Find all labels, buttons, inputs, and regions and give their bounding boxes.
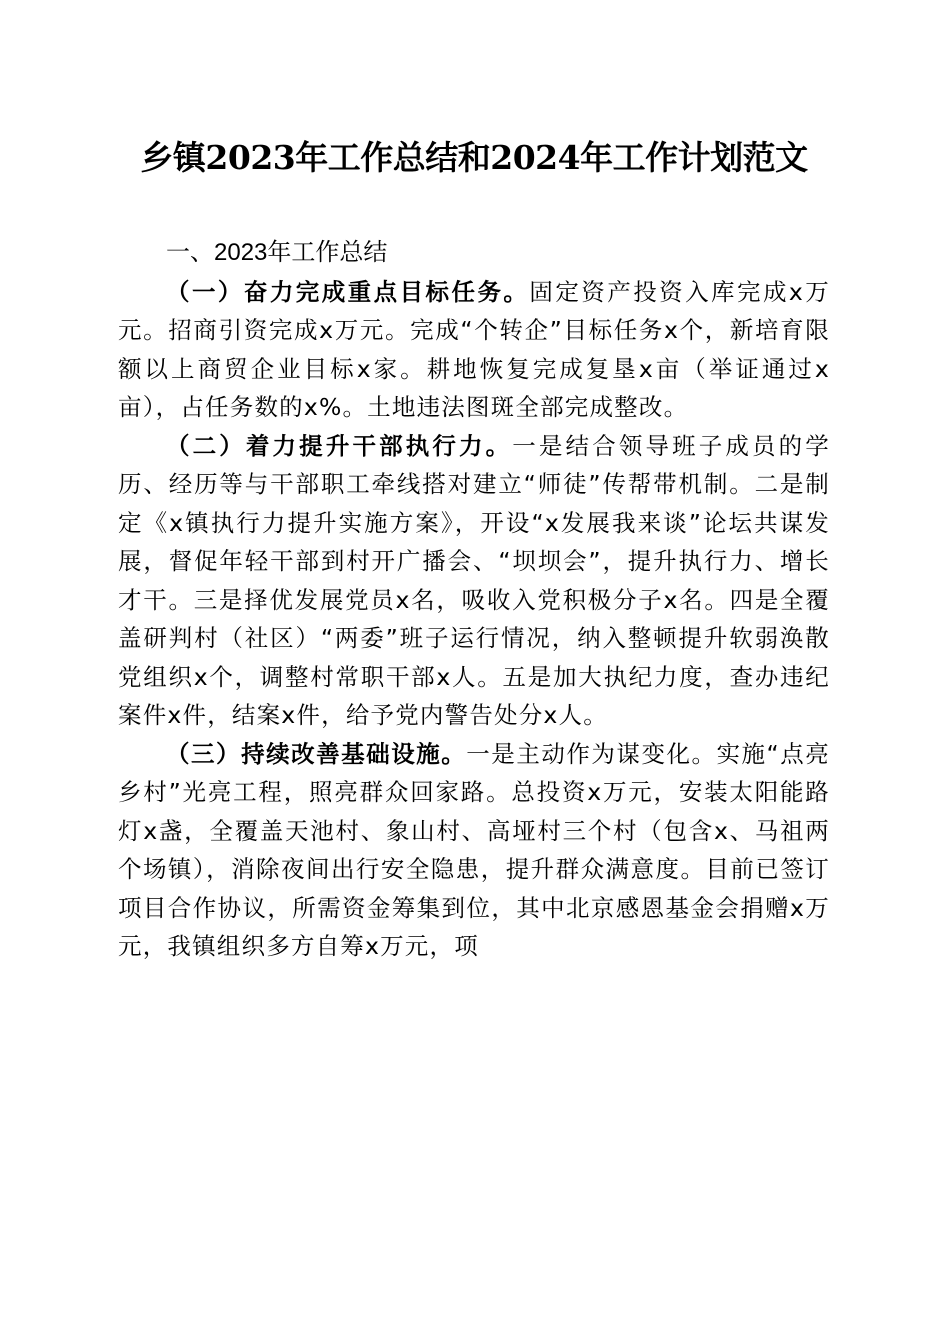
paragraph-infrastructure [118,735,830,966]
document-title: 乡镇2023年工作总结和2024年工作计划范文 [140,138,808,177]
paragraph-lead: （一）奋力完成重点目标任务。 [166,277,530,306]
paragraph-text: 一是结合领导班子成员的学历、经历等与干部职工牵线搭对建立“师徒”传帮带机制。二是制定《x镇执行力提升实施方案》，开设“x发展我来谈”论坛共谋发展，督促年轻干部到村开广播会、“坝坝会”，提升执行力、增长才干。三是择优发展党员x名，吸收入党积极分子x名。四是全覆盖研判村（社区）“两委”班子运行情况，纳入整顿提升软弱涣散党组织x个，调整村常职干部x人。五是加大执纪力度，查办违纪案件x件，结案x件，给予党内警告处分x人。 [118,431,830,729]
document-body [118,234,830,966]
paragraph-text: 一是主动作为谋变化。实施“点亮乡村”光亮工程，照亮群众回家路。总投资x万元，安装太阳能路灯x盏，全覆盖天池村、象山村、高垭村三个村（包含x、马祖两个场镇），消除夜间出行安全隐患，提升群众满意度。目前已签订项目合作协议，所需资金筹集到位，其中北京感恩基金会捐赠x万元，我镇组织多方自筹x万元，项 [118,739,830,960]
paragraph-lead: （三）持续改善基础设施。 [166,739,467,768]
section-heading: 一、2023年工作总结 [166,239,388,266]
paragraph-lead: （二）着力提升干部执行力。 [166,431,513,460]
paragraph-text: 固定资产投资入库完成x万元。招商引资完成x万元。完成“个转企”目标任务x个，新培育限额以上商贸企业目标x家。耕地恢复完成复垦x亩（举证通过x亩），占任务数的x%。土地违法图斑全部完成整改。 [118,277,830,421]
paragraph-key-targets [118,273,830,427]
paragraph-cadre-execution [118,427,830,735]
